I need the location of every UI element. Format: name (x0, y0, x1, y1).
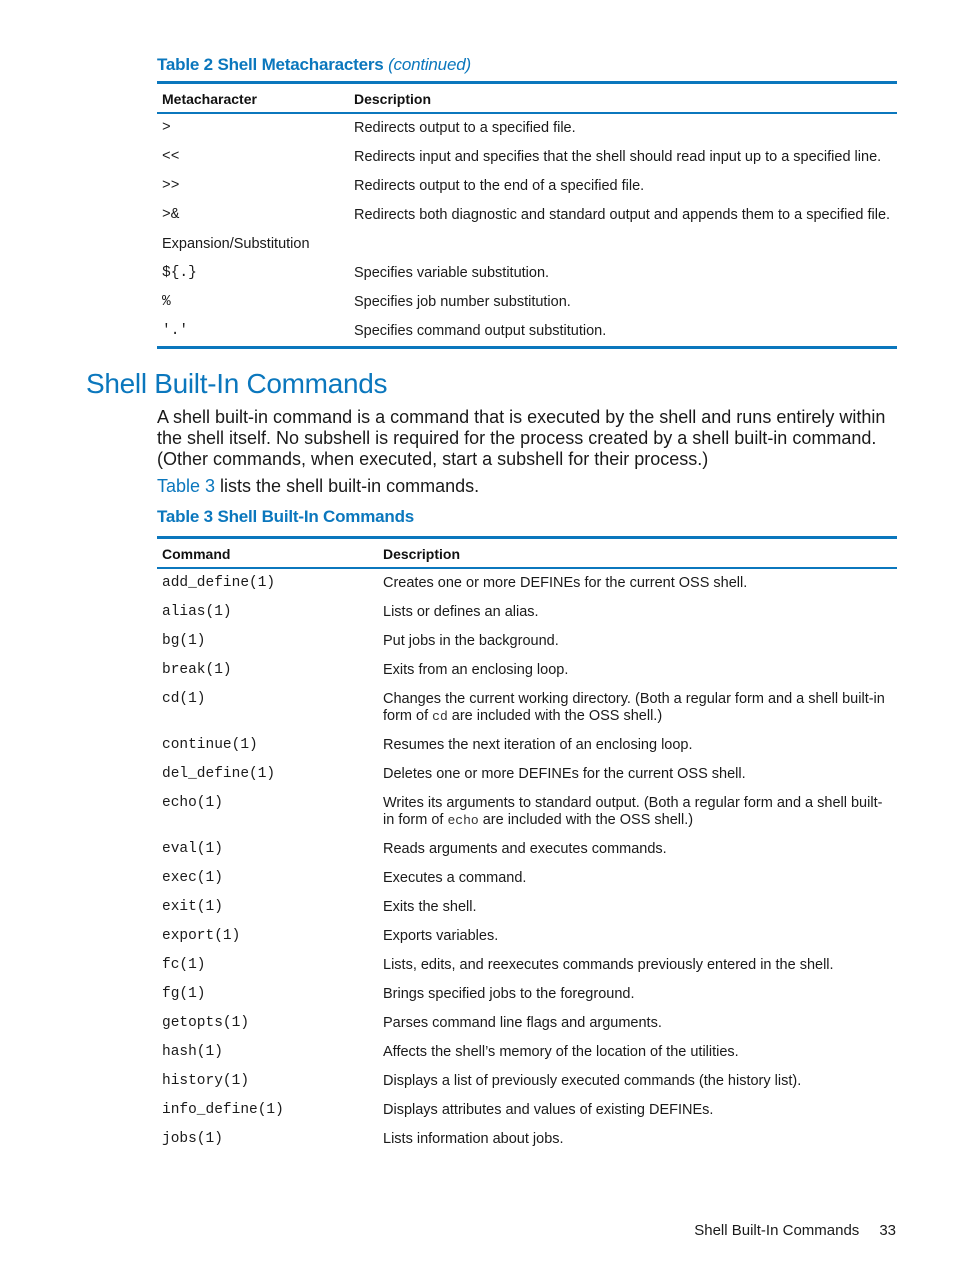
code-cell: info_define(1) (162, 1102, 284, 1118)
command-row (157, 1009, 897, 1038)
table2-caption-title: Table 2 Shell Metacharacters (157, 55, 384, 74)
code-cell: cd(1) (162, 691, 206, 707)
description-cell: Affects the shell’s memory of the location of the utilities. (383, 1044, 739, 1060)
code-cell: >> (162, 178, 180, 194)
description-cell: Redirects input and specifies that the shell should read input up to a specified line. (354, 149, 882, 165)
metacharacter-row (157, 259, 897, 288)
description-cell: Specifies job number substitution. (354, 294, 571, 310)
description-text: Changes the current working directory. (Both a regular form and a shell built-in form of (383, 691, 885, 724)
description-cell: Deletes one or more DEFINEs for the current OSS shell. (383, 766, 746, 782)
page-number: 33 (879, 1222, 896, 1239)
column-header-metacharacter: Metacharacter (157, 83, 349, 114)
command-row (157, 568, 897, 598)
code-cell: ${.} (162, 265, 197, 281)
column-header-description: Description (349, 83, 897, 114)
table-reference-paragraph (157, 476, 892, 497)
inline-code: echo (447, 813, 479, 828)
metacharacter-row (157, 201, 897, 230)
description-cell: Redirects output to the end of a specified file. (354, 178, 645, 194)
command-row (157, 1125, 897, 1154)
code-cell: echo(1) (162, 795, 223, 811)
table-reference-text: lists the shell built-in commands. (215, 476, 480, 496)
metacharacter-row (157, 288, 897, 317)
code-cell: >& (162, 207, 180, 223)
description-cell: Executes a command. (383, 870, 527, 886)
command-row (157, 951, 897, 980)
code-cell: exec(1) (162, 870, 223, 886)
code-cell: hash(1) (162, 1044, 223, 1060)
command-row (157, 864, 897, 893)
description-cell: Specifies command output substitution. (354, 323, 607, 339)
description-cell: Specifies variable substitution. (354, 265, 550, 281)
description-cell: Redirects both diagnostic and standard output and appends them to a specified file. (354, 207, 891, 223)
command-row (157, 922, 897, 951)
table2-caption-continued: (continued) (388, 55, 471, 74)
command-row (157, 1096, 897, 1125)
description-cell: Exports variables. (383, 928, 499, 944)
code-cell: % (162, 294, 171, 310)
description-cell: Displays attributes and values of existing DEFINEs. (383, 1102, 714, 1118)
command-row (157, 789, 897, 835)
description-cell: Displays a list of previously executed commands (the history list). (383, 1073, 802, 1089)
code-cell: > (162, 120, 171, 136)
builtin-commands-table (157, 536, 897, 1154)
code-cell: fc(1) (162, 957, 206, 973)
intro-paragraph: A shell built-in command is a command that is executed by the shell and runs entirely within the shell itself. No subshell is required for the process created by a shell built-in command. (Other commands, when executed, start a subshell for their process.) (157, 407, 886, 469)
description-cell (378, 789, 897, 835)
description-cell: Lists or defines an alias. (383, 604, 539, 620)
page-footer (694, 1222, 896, 1239)
code-cell: alias(1) (162, 604, 232, 620)
description-cell: Redirects output to a specified file. (354, 120, 576, 136)
description-cell: Exits from an enclosing loop. (383, 662, 569, 678)
footer-section-name: Shell Built-In Commands (694, 1222, 860, 1239)
code-cell: history(1) (162, 1073, 250, 1089)
code-cell: jobs(1) (162, 1131, 223, 1147)
description-cell: Exits the shell. (383, 899, 477, 915)
command-row (157, 760, 897, 789)
table-header-row (157, 83, 897, 114)
code-cell: continue(1) (162, 737, 258, 753)
description-text: are included with the OSS shell.) (447, 708, 663, 724)
table2-caption (157, 55, 471, 75)
code-cell: fg(1) (162, 986, 206, 1002)
description-text: are included with the OSS shell.) (478, 812, 694, 828)
code-cell: bg(1) (162, 633, 206, 649)
table-header-row (157, 538, 897, 569)
code-cell: << (162, 149, 180, 165)
command-row (157, 893, 897, 922)
command-row (157, 598, 897, 627)
code-cell: export(1) (162, 928, 241, 944)
metacharacter-row (157, 143, 897, 172)
command-row (157, 835, 897, 864)
group-label: Expansion/Substitution (162, 236, 310, 252)
metacharacter-row (157, 172, 897, 201)
table3-link[interactable]: Table 3 (157, 476, 216, 496)
metacharacters-table (157, 81, 897, 349)
code-cell: '.' (162, 323, 189, 339)
code-cell: exit(1) (162, 899, 223, 915)
metacharacter-row (157, 230, 897, 259)
description-cell: Parses command line flags and arguments. (383, 1015, 662, 1031)
command-row (157, 1038, 897, 1067)
description-cell: Put jobs in the background. (383, 633, 559, 649)
column-header-description: Description (378, 538, 897, 569)
table3-caption: Table 3 Shell Built-In Commands (157, 507, 415, 526)
description-text: Writes its arguments to standard output. (Both a regular form and a shell built-in form of (383, 795, 883, 828)
command-row (157, 656, 897, 685)
inline-code: cd (432, 709, 448, 724)
command-row (157, 980, 897, 1009)
description-cell: Reads arguments and executes commands. (383, 841, 667, 857)
command-row (157, 731, 897, 760)
section-title: Shell Built-In Commands (86, 368, 388, 399)
command-row (157, 1067, 897, 1096)
description-cell: Lists information about jobs. (383, 1131, 564, 1147)
description-cell: Lists, edits, and reexecutes commands previously entered in the shell. (383, 957, 834, 973)
code-cell: add_define(1) (162, 575, 276, 591)
description-cell: Resumes the next iteration of an enclosing loop. (383, 737, 693, 753)
description-cell (378, 685, 897, 731)
description-cell: Brings specified jobs to the foreground. (383, 986, 635, 1002)
code-cell: eval(1) (162, 841, 223, 857)
code-cell: getopts(1) (162, 1015, 250, 1031)
code-cell: del_define(1) (162, 766, 276, 782)
code-cell: break(1) (162, 662, 232, 678)
command-row (157, 685, 897, 731)
command-row (157, 627, 897, 656)
description-cell: Creates one or more DEFINEs for the current OSS shell. (383, 575, 748, 591)
column-header-command: Command (157, 538, 378, 569)
metacharacter-row (157, 113, 897, 143)
metacharacter-row (157, 317, 897, 348)
